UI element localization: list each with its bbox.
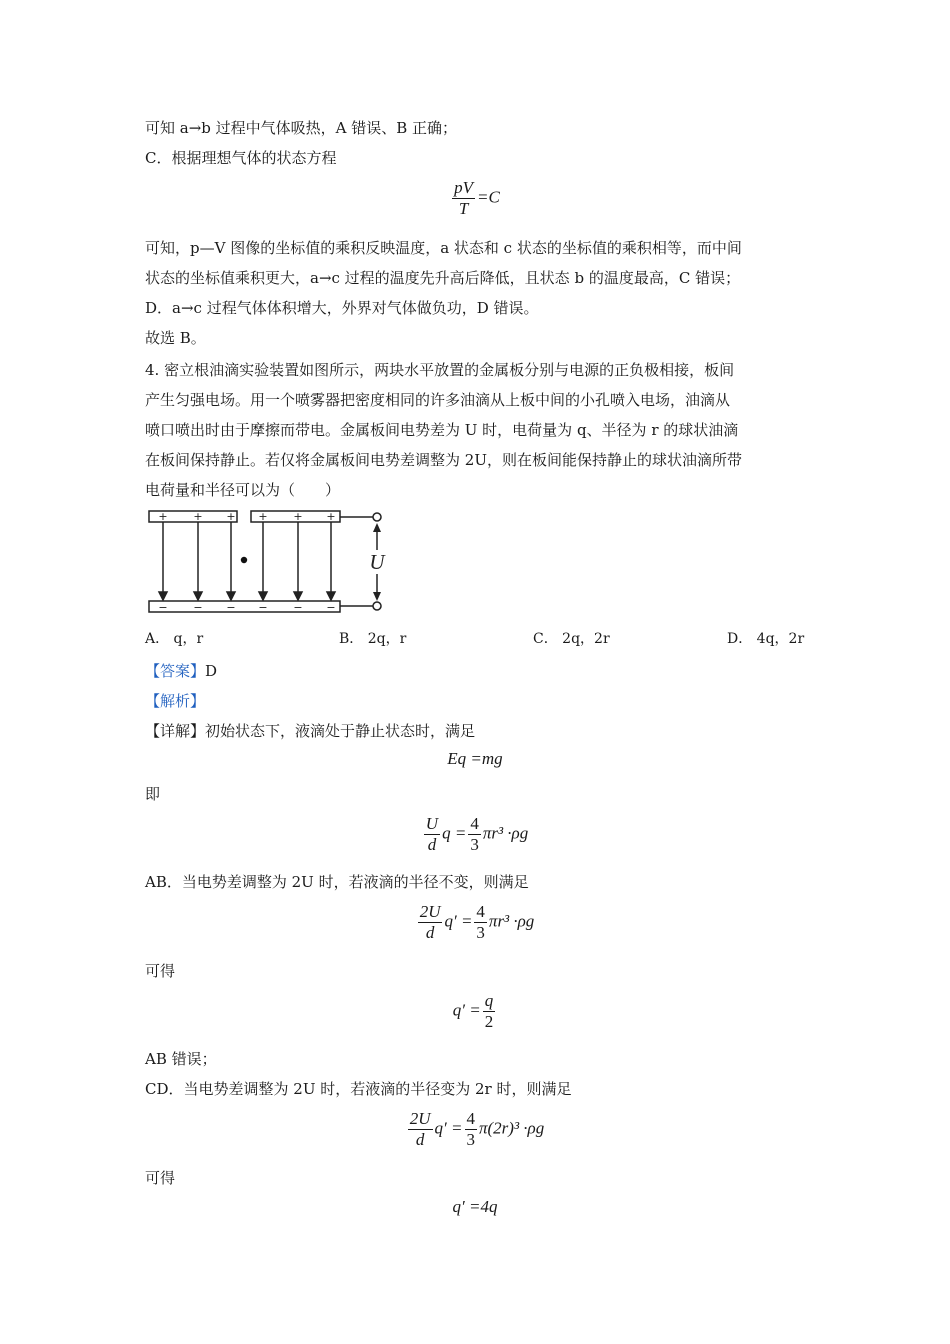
analysis-tag: 【解析】 xyxy=(145,692,206,710)
option-c[interactable]: C． 2q，2r xyxy=(533,631,610,647)
text-line: 可知，p—V 图像的坐标值的乘积反映温度，a 状态和 c 状态的坐标值的乘积相等，而中间 xyxy=(145,239,742,257)
voltage-label: U xyxy=(369,550,385,574)
text-line: 可得 xyxy=(145,962,176,980)
text-line: C．根据理想气体的状态方程 xyxy=(145,149,337,167)
text-line: AB．当电势差调整为 2U 时，若液滴的半径不变，则满足 xyxy=(145,873,529,891)
minus-sign: − xyxy=(226,601,236,614)
text-line: 可得 xyxy=(145,1169,176,1187)
answer-line xyxy=(145,661,217,681)
minus-sign: − xyxy=(293,601,303,614)
equation-4: $\frac{2U}{d}$ q′ = $\frac{4}{3}$ π(2r)³ ·ρg xyxy=(409,1109,545,1149)
equation-5: q′ =4q xyxy=(452,1197,498,1216)
question-text: 4. 密立根油滴实验装置如图所示，两块水平放置的金属板分别与电源的正负极相接，板间 xyxy=(145,361,735,379)
plus-sign: + xyxy=(293,510,303,523)
equation-1: $\frac{U}{d}$ q = $\frac{4}{3}$ πr³ ·ρg xyxy=(425,814,529,854)
text-line: 【详解】初始状态下，液滴处于静止状态时，满足 xyxy=(145,722,476,740)
plus-sign: + xyxy=(326,510,336,523)
text-line: 状态的坐标值乘积更大，a→c 过程的温度先升高后降低，且状态 b 的温度最高，C 错误； xyxy=(145,269,741,287)
question-text: 喷口喷出时由于摩擦而带电。金属板间电势差为 U 时，电荷量为 q、半径为 r 的球状油滴 xyxy=(145,421,739,439)
option-b[interactable]: B． 2q，r xyxy=(339,631,407,647)
question-text: 产生匀强电场。用一个喷雾器把密度相同的许多油滴从上板中间的小孔喷入电场，油滴从 xyxy=(145,391,731,409)
text-line: 可知 a→b 过程中气体吸热，A 错误、B 正确； xyxy=(145,119,458,137)
bottom-plate xyxy=(149,601,340,612)
equation-state: $\frac{pV}{T}$ =C xyxy=(454,178,500,218)
minus-sign: − xyxy=(193,601,203,614)
millikan-apparatus-figure xyxy=(145,508,395,616)
text-line: CD．当电势差调整为 2U 时，若液滴的半径变为 2r 时，则满足 xyxy=(145,1080,572,1098)
text-line: AB 错误； xyxy=(145,1050,217,1068)
oil-droplet xyxy=(241,557,247,563)
answer-tag: 【答案】 xyxy=(145,662,206,680)
minus-sign: − xyxy=(258,601,268,614)
plus-sign: + xyxy=(193,510,203,523)
answer-value: D xyxy=(205,662,218,680)
question-text: 电荷量和半径可以为（ ） xyxy=(145,481,341,499)
equation-2: $\frac{2U}{d}$ q′ = $\frac{4}{3}$ πr³ ·ρg xyxy=(419,902,535,942)
plus-sign: + xyxy=(158,510,168,523)
terminal-top xyxy=(373,513,381,521)
equation-force: Eq =mg xyxy=(447,749,503,768)
minus-sign: − xyxy=(158,601,168,614)
plus-sign: + xyxy=(226,510,236,523)
terminal-bottom xyxy=(373,602,381,610)
text-line: 即 xyxy=(145,785,161,803)
text-line: D．a→c 过程气体体积增大，外界对气体做负功，D 错误。 xyxy=(145,299,539,317)
text-line: 故选 B。 xyxy=(145,329,206,347)
minus-sign: − xyxy=(326,601,336,614)
option-d[interactable]: D． 4q，2r xyxy=(727,631,805,647)
option-a[interactable]: A． q，r xyxy=(145,631,204,647)
equation-3: q′ = $\frac{q}{2}$ xyxy=(452,991,494,1031)
fraction: $\frac{pV}{T}$ xyxy=(454,178,474,218)
plus-sign: + xyxy=(258,510,268,523)
question-text: 在板间保持静止。若仅将金属板间电势差调整为 2U，则在板间能保持静止的球状油滴所带 xyxy=(145,451,742,469)
